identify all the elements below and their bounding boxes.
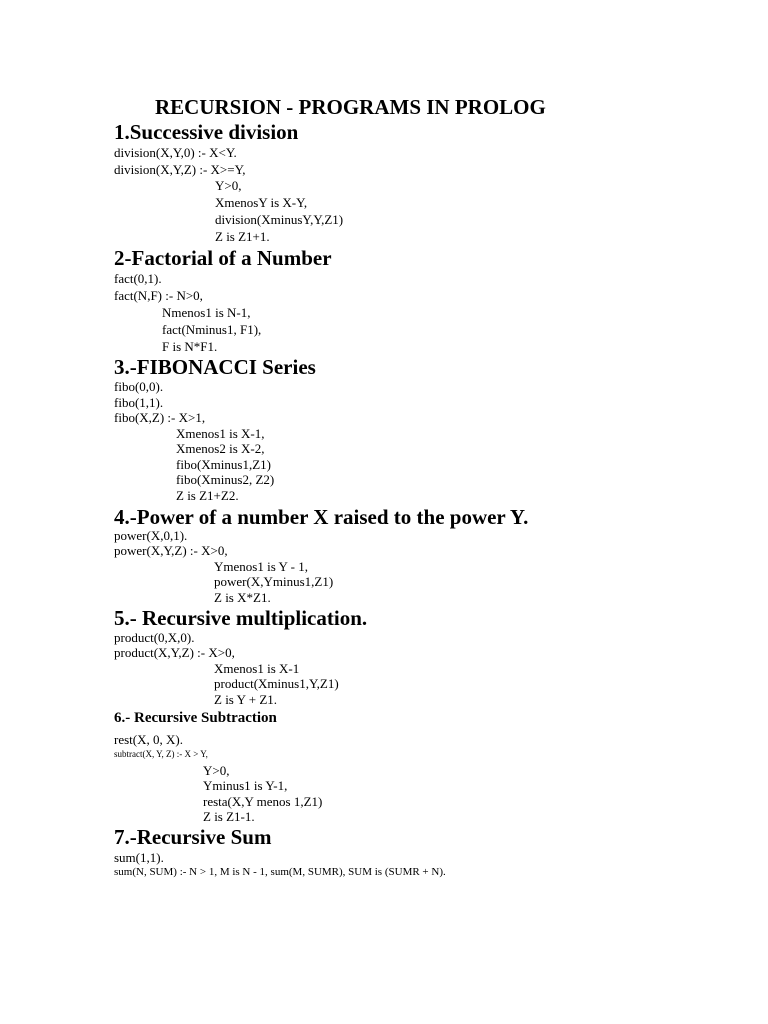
- code-line: fact(N,F) :- N>0,: [114, 288, 203, 303]
- code-line: power(X,Y,Z) :- X>0,: [114, 543, 228, 558]
- code-line: fibo(Xminus1,Z1): [176, 457, 271, 472]
- code-line: Y>0,: [215, 178, 242, 193]
- code-line: fibo(1,1).: [114, 395, 164, 410]
- code-line: Xmenos2 is X-2,: [176, 441, 265, 456]
- code-line: division(XminusY,Y,Z1): [215, 212, 344, 227]
- code-line: power(X,0,1).: [114, 528, 188, 543]
- code-line: fibo(X,Z) :- X>1,: [114, 410, 206, 425]
- code-line: Y>0,: [203, 763, 230, 778]
- code-line: Ymenos1 is Y - 1,: [214, 559, 309, 574]
- code-line: XmenosY is X-Y,: [215, 195, 308, 210]
- code-line: fact(0,1).: [114, 271, 162, 286]
- section-heading-sum: 7.-Recursive Sum: [114, 825, 272, 849]
- code-line: F is N*F1.: [162, 339, 218, 354]
- code-line: rest(X, 0, X).: [114, 732, 183, 747]
- code-line: sum(N, SUM) :- N > 1, M is N - 1, sum(M, SUMR), SUM is (SUMR + N).: [114, 866, 446, 878]
- code-line: Z is Y + Z1.: [214, 692, 278, 707]
- section-heading-subtraction: 6.- Recursive Subtraction: [114, 710, 277, 726]
- code-line: division(X,Y,0) :- X<Y.: [114, 145, 237, 160]
- section-heading-factorial: 2-Factorial of a Number: [114, 246, 332, 270]
- document-title: RECURSION - PROGRAMS IN PROLOG: [155, 95, 546, 119]
- section-heading-fibonacci: 3.-FIBONACCI Series: [114, 355, 316, 379]
- code-line: sum(1,1).: [114, 850, 164, 865]
- code-line: fibo(0,0).: [114, 379, 164, 394]
- section-heading-multiplication: 5.- Recursive multiplication.: [114, 606, 368, 630]
- code-line: Xmenos1 is X-1: [214, 661, 300, 676]
- code-line: product(0,X,0).: [114, 630, 195, 645]
- code-line: resta(X,Y menos 1,Z1): [203, 794, 323, 809]
- code-line: fact(Nminus1, F1),: [162, 322, 262, 337]
- section-heading-successive-division: 1.Successive division: [114, 120, 299, 144]
- code-line: Z is X*Z1.: [214, 590, 271, 605]
- code-line: product(X,Y,Z) :- X>0,: [114, 645, 235, 660]
- code-line: division(X,Y,Z) :- X>=Y,: [114, 162, 246, 177]
- code-line: Yminus1 is Y-1,: [203, 778, 288, 793]
- code-line: Z is Z1+1.: [215, 229, 270, 244]
- code-line: Xmenos1 is X-1,: [176, 426, 265, 441]
- code-line: fibo(Xminus2, Z2): [176, 472, 275, 487]
- code-line: subtract(X, Y, Z) :- X > Y,: [114, 749, 208, 759]
- code-line: Z is Z1+Z2.: [176, 488, 239, 503]
- code-line: product(Xminus1,Y,Z1): [214, 676, 339, 691]
- code-line: Z is Z1-1.: [203, 809, 255, 824]
- code-line: Nmenos1 is N-1,: [162, 305, 251, 320]
- code-line: power(X,Yminus1,Z1): [214, 574, 334, 589]
- section-heading-power: 4.-Power of a number X raised to the power Y.: [114, 505, 529, 529]
